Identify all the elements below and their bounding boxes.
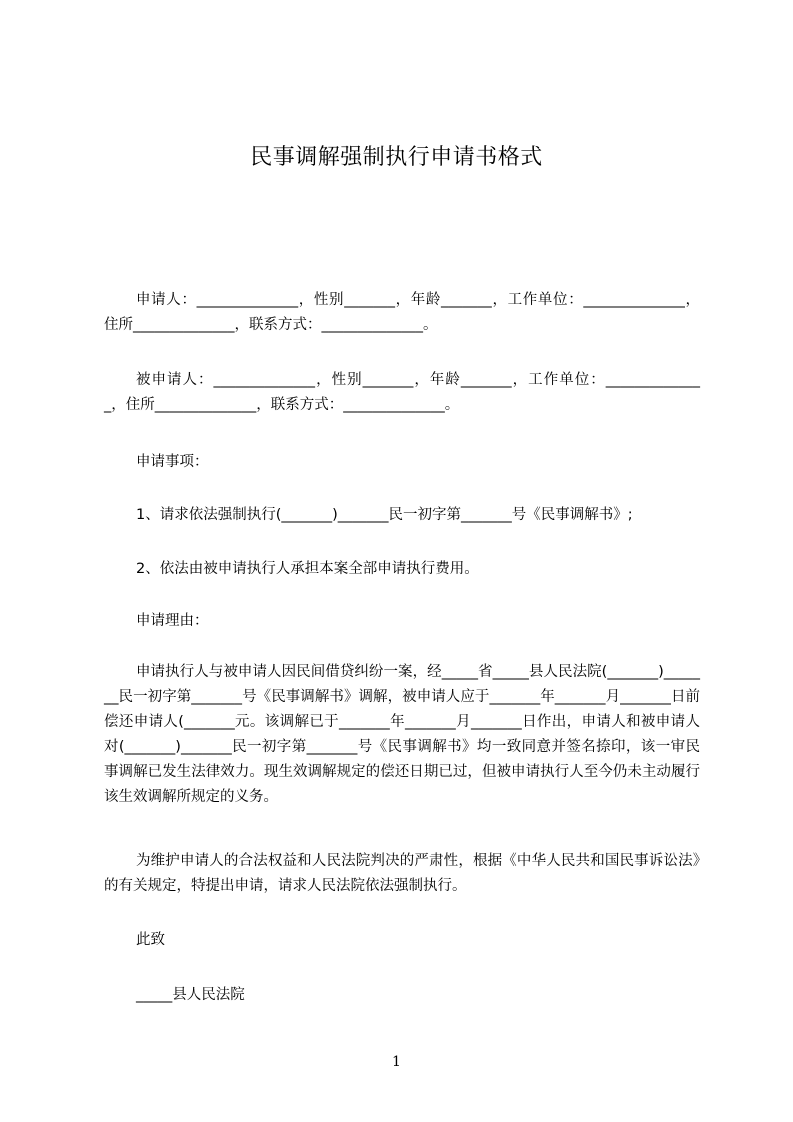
court-name: _____县人民法院 <box>136 987 245 1003</box>
respondent-info: 被申请人：______________，性别_______，年龄_______，工作单位：______________，住所______________，联系方式：______________。 <box>104 372 700 413</box>
reasons-body: 申请执行人与被申请人因民间借贷纠纷一案，经_____省_____县人民法院(_______)_______民一初字第_______号《民事调解书》调解，被申请人应于_______年_______月_______日前偿还申请人(_______元。该调解已于_______年_______月_______日作出，申请人和被申请人对(_______)_______民一初字第_______号《民事调解书》均一致同意并签名捺印，该一审民事调解已发生法律效力。现生效调解规定的偿还日期已过，但被申请执行人至今仍未主动履行该生效调解所规定的义务。 <box>104 664 700 805</box>
salutation: 此致 <box>136 932 165 948</box>
page-number: 1 <box>392 1054 401 1070</box>
item-2: 2、依法由被申请执行人承担本案全部申请执行费用。 <box>136 561 479 577</box>
applicant-info: 申请人：______________，性别_______，年龄_______，工作单位：______________，住所______________，联系方式：______________。 <box>104 292 700 333</box>
item-1: 1、请求依法强制执行(_______)_______民一初字第_______号《民事调解书》; <box>136 507 633 523</box>
reasons-heading: 申请理由： <box>136 613 209 629</box>
closing-body: 为维护申请人的合法权益和人民法院判决的严肃性，根据《中华人民共和国民事诉讼法》的有关规定，特提出申请，请求人民法院依法强制执行。 <box>104 853 700 894</box>
page-title: 民事调解强制执行申请书格式 <box>250 145 543 170</box>
items-heading: 申请事项： <box>136 454 209 470</box>
